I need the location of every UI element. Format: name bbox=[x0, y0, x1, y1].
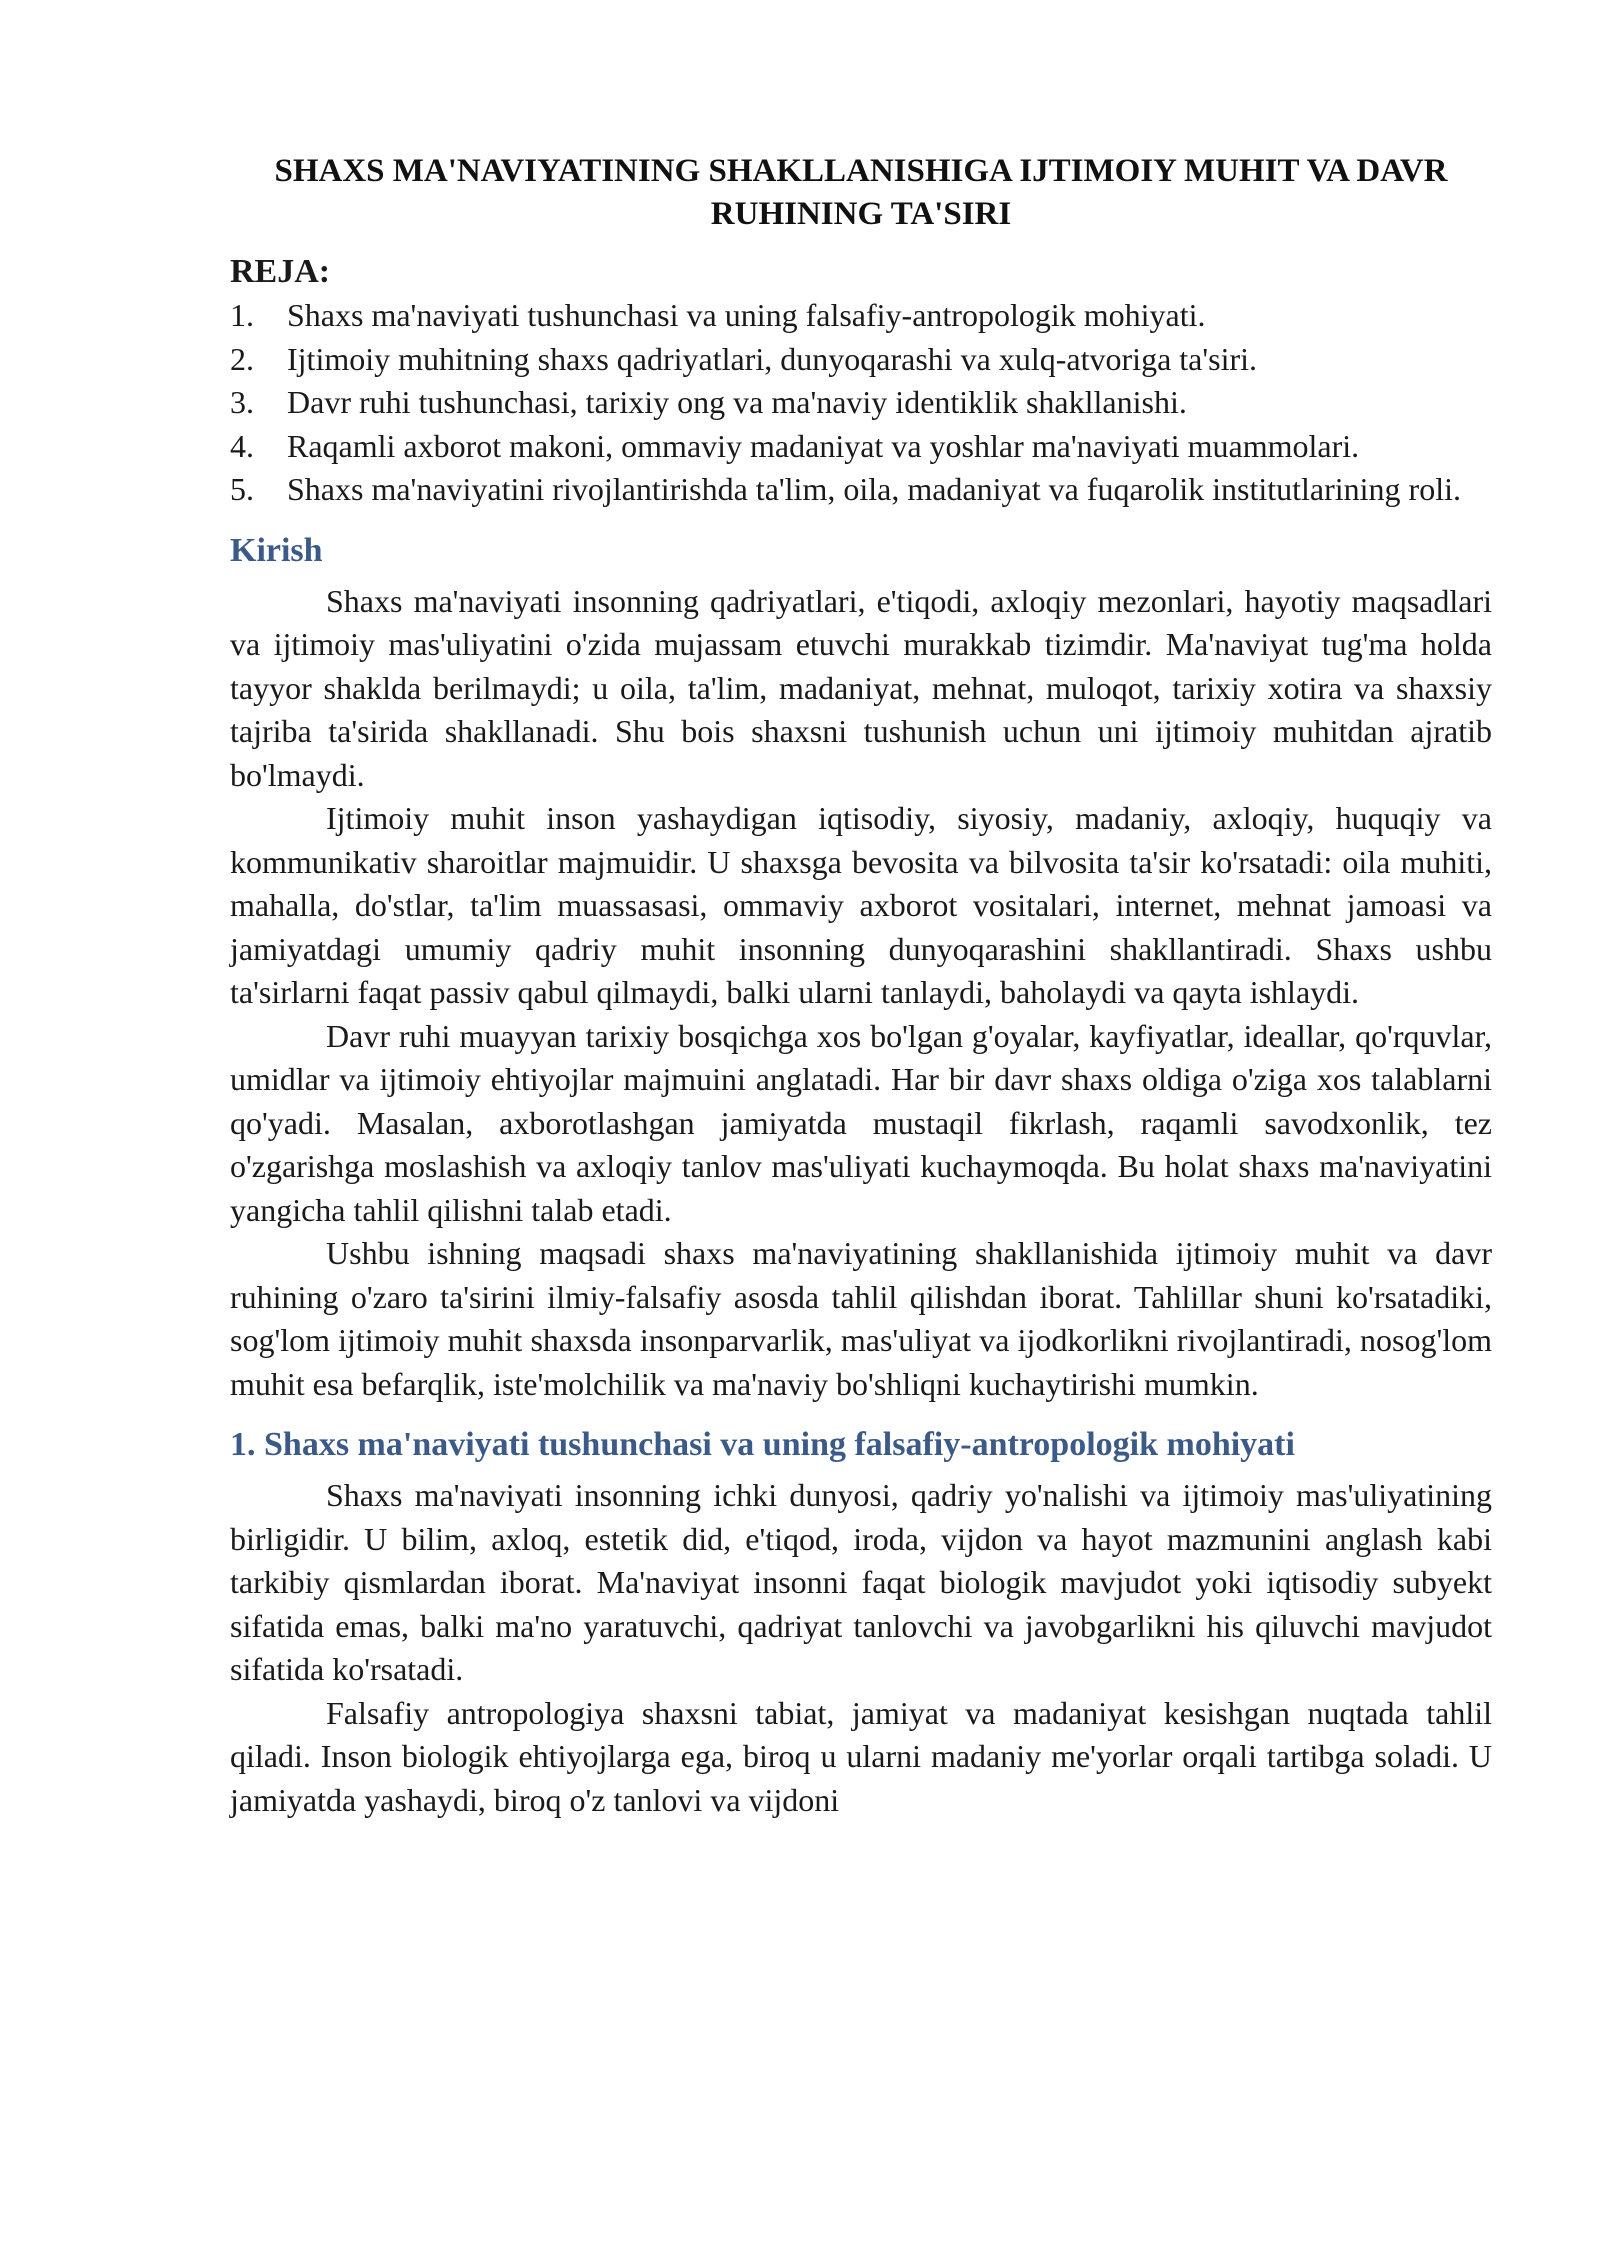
plan-item bbox=[230, 425, 1492, 469]
body-paragraph: Falsafiy antropologiya shaxsni tabiat, jamiyat va madaniyat kesishgan nuqtada tahlil qiladi. Inson biologik ehtiyojlarga ega, biroq u ularni madaniy me'yorlar orqali tartibga soladi. U jamiyatda yashaydi, biroq o'z tanlovi va vijdoni bbox=[230, 1694, 1492, 1818]
section-heading: 1. Shaxs ma'naviyati tushunchasi va uning falsafiy-antropologik mohiyati bbox=[230, 1426, 1295, 1463]
body-paragraph: Shaxs ma'naviyati insonning qadriyatlari, e'tiqodi, axloqiy mezonlari, hayotiy maqsadlari va ijtimoiy mas'uliyatini o'zida mujassam etuvchi murakkab tizimdir. Ma'naviyat tug'ma holda tayyor shaklda berilmaydi; u oila, ta'lim, madaniyat, mehnat, muloqot, tarixiy xotira va shaxsiy tajriba ta'sirida shakllanadi. Shu bois shaxsni tushunish uchun uni ijtimoiy muhitdan ajratib bo'lmaydi. bbox=[230, 582, 1492, 793]
plan-item-number: 2. bbox=[230, 340, 254, 377]
intro-heading: Kirish bbox=[230, 531, 323, 569]
plan-item-text: Shaxs ma'naviyati tushunchasi va uning falsafiy-antropologik mohiyati. bbox=[287, 297, 1206, 333]
plan-item-text: Ijtimoiy muhitning shaxs qadriyatlari, dunyoqarashi va xulq-atvoriga ta'siri. bbox=[287, 340, 1258, 377]
plan-item-number: 1. bbox=[230, 297, 254, 333]
plan-list bbox=[230, 294, 1492, 512]
plan-item-number: 3. bbox=[230, 384, 254, 420]
body-paragraph: Davr ruhi muayyan tarixiy bosqichga xos bo'lgan g'oyalar, kayfiyatlar, ideallar, qo'rquvlar, umidlar va ijtimoiy ehtiyojlar majmuini anglatadi. Har bir davr shaxs oldiga o'ziga xos talablarni qo'yadi. Masalan, axborotlashgan jamiyatda mustaqil fikrlash, raqamli savodxonlik, tez o'zgarishga moslashish va axloqiy tanlov mas'uliyati kuchaymoqda. Bu holat shaxs ma'naviyatini yangicha tahlil qilishni talab etadi. bbox=[230, 1017, 1492, 1228]
plan-item bbox=[230, 381, 1492, 425]
plan-item-number: 5. bbox=[230, 471, 254, 507]
plan-item-text: Raqamli axborot makoni, ommaviy madaniyat va yoshlar ma'naviyati muammolari. bbox=[287, 427, 1360, 464]
body-paragraph: Ushbu ishning maqsadi shaxs ma'naviyatining shakllanishida ijtimoiy muhit va davr ruhining o'zaro ta'sirini ilmiy-falsafiy asosda tahlil qilishdan iborat. Tahlillar shuni ko'rsatadiki, sog'lom ijtimoiy muhit shaxsda insonparvarlik, mas'uliyat va ijodkorlikni rivojlantiradi, nosog'lom muhit esa befarqlik, iste'molchilik va ma'naviy bo'shliqni kuchaytirishi mumkin. bbox=[230, 1235, 1492, 1402]
plan-heading: REJA: bbox=[230, 253, 331, 290]
plan-item-number: 4. bbox=[230, 427, 254, 464]
body-paragraph: Ijtimoiy muhit inson yashaydigan iqtisodiy, siyosiy, madaniy, axloqiy, huquqiy va kommunikativ sharoitlar majmuidir. U shaxsga bevosita va bilvosita ta'sir ko'rsatadi: oila muhiti, mahalla, do'stlar, ta'lim muassasasi, ommaviy axborot vositalari, internet, mehnat jamoasi va jamiyatdagi umumiy qadriy muhit insonning dunyoqarashini shakllantiradi. Shaxs ushbu ta'sirlarni faqat passiv qabul qilmaydi, balki ularni tanlaydi, baholaydi va qayta ishlaydi. bbox=[230, 800, 1492, 1010]
plan-item bbox=[230, 294, 1492, 338]
plan-item bbox=[230, 338, 1492, 382]
plan-item-text: Davr ruhi tushunchasi, tarixiy ong va ma'naviy identiklik shakllanishi. bbox=[287, 384, 1187, 420]
document-title: SHAXS MA'NAVIYATINING SHAKLLANISHIGA IJTIMOIY MUHIT VA DAVR RUHINING TA'SIRI bbox=[274, 153, 1448, 232]
body-paragraph: Shaxs ma'naviyati insonning ichki dunyosi, qadriy yo'nalishi va ijtimoiy mas'uliyatining birligidir. U bilim, axloq, estetik did, e'tiqod, iroda, vijdon va hayot mazmunini anglash kabi tarkibiy qismlardan iborat. Ma'naviyat insonni faqat biologik mavjudot yoki iqtisodiy subyekt sifatida emas, balki ma'no yaratuvchi, qadriyat tanlovchi va javobgarlikni his qiluvchi mavjudot sifatida ko'rsatadi. bbox=[230, 1477, 1492, 1687]
plan-item-text: Shaxs ma'naviyatini rivojlantirishda ta'lim, oila, madaniyat va fuqarolik institutlarining roli. bbox=[287, 471, 1461, 507]
plan-item bbox=[230, 468, 1492, 512]
document-page bbox=[230, 150, 1492, 1822]
